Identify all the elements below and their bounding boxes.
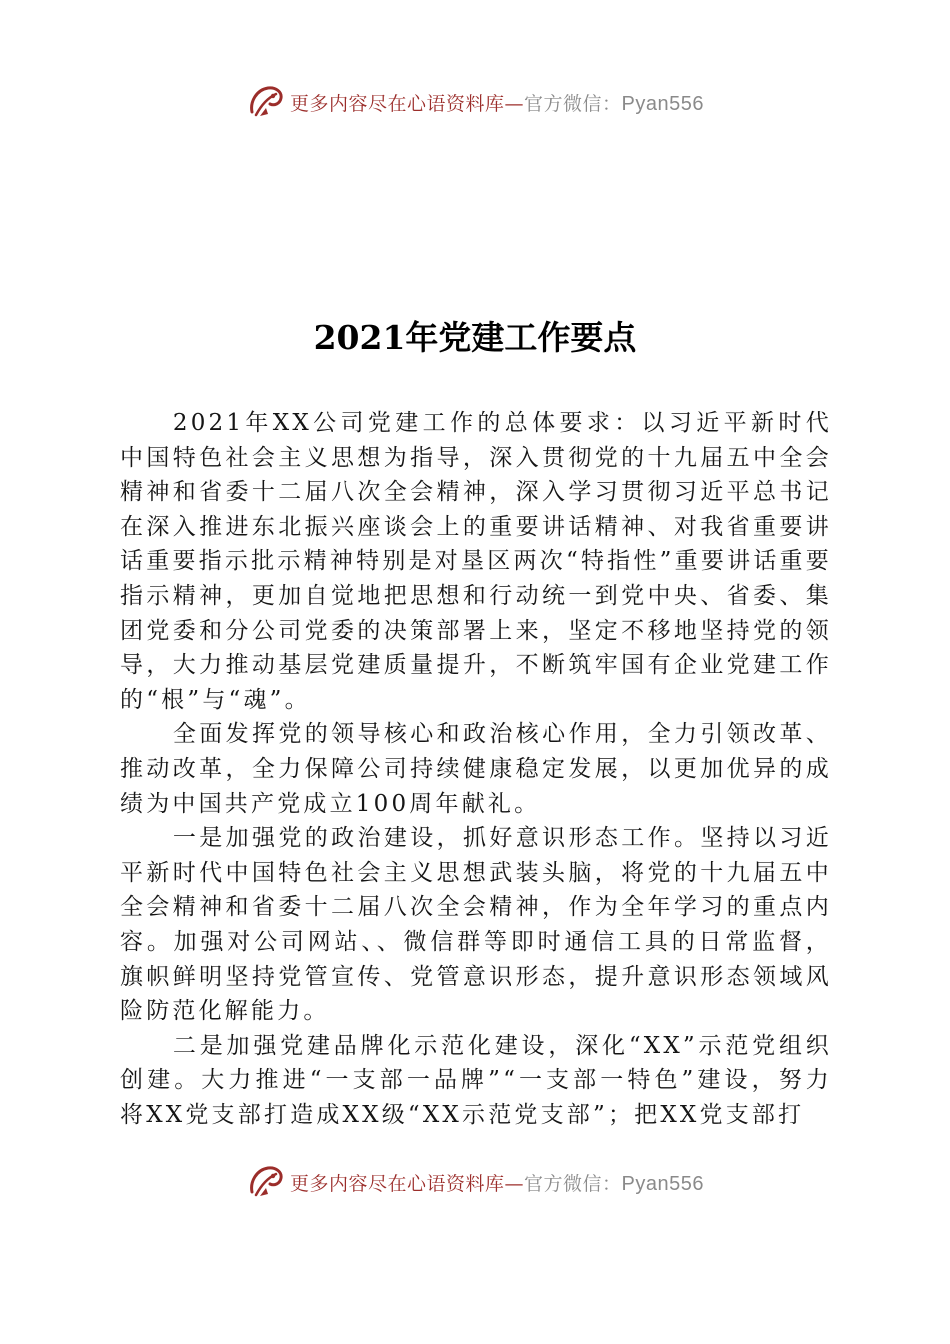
watermark-dash: — [504,92,525,115]
watermark-text [290,89,704,116]
watermark-label: 官方微信： [524,1172,622,1195]
paragraph-leadership-role: 全面发挥党的领导核心和政治核心作用，全力引领改革、推动改革，全力保障公司持续健康稳定发展，以更加优异的成绩为中国共产党成立100周年献礼。 [120,721,832,817]
paragraph-political-construction: 一是加强党的政治建设，抓好意识形态工作。坚持以习近平新时代中国特色社会主义思想武装头脑，将党的十九届五中全会精神和省委十二届八次全会精神，作为全年学习的重点内容。加强对公司网站、、微信群等即时通信工具的日常监督，旗帜鲜明坚持党管宣传、党管意识形态，提升意识形态领域风险防范化解能力。 [120,825,832,1025]
watermark-dash: — [504,1172,525,1195]
watermark-wechat-id: Pyan556 [621,92,704,115]
logo-icon [246,1162,286,1202]
watermark-text [290,1169,704,1196]
watermark-main-text: 更多内容尽在心语资料库 [290,92,505,115]
footer-watermark [0,1160,950,1204]
paragraph-overall-requirements: 2021年XX公司党建工作的总体要求：以习近平新时代中国特色社会主义思想为指导，深入贯彻党的十九届五中全会精神和省委十二届八次全会精神，深入学习贯彻习近平总书记在深入推进东北振兴座谈会上的重要讲话精神、对我省重要讲话重要指示批示精神特别是对垦区两次“特指性”重要讲话重要指示精神，更加自觉地把思想和行动统一到党中央、省委、集团党委和分公司党委的决策部署上来，坚定不移地坚持党的领导，大力推动基层党建质量提升，不断筑牢国有企业党建工作的“根”与“魂”。 [120,410,832,713]
watermark-label: 官方微信： [524,92,622,115]
document-title: 2021年党建工作要点 [313,318,637,357]
document-body [120,406,832,1132]
logo-icon [246,82,286,122]
watermark-wechat-id: Pyan556 [621,1172,704,1195]
header-watermark [0,80,950,124]
paragraph-brand-building: 二是加强党建品牌化示范化建设，深化“XX”示范党组织创建。大力推进“一支部一品牌”“一支部一特色”建设，努力将XX党支部打造成XX级“XX示范党支部”；把XX党支部打 [120,1032,832,1128]
watermark-main-text: 更多内容尽在心语资料库 [290,1172,505,1195]
